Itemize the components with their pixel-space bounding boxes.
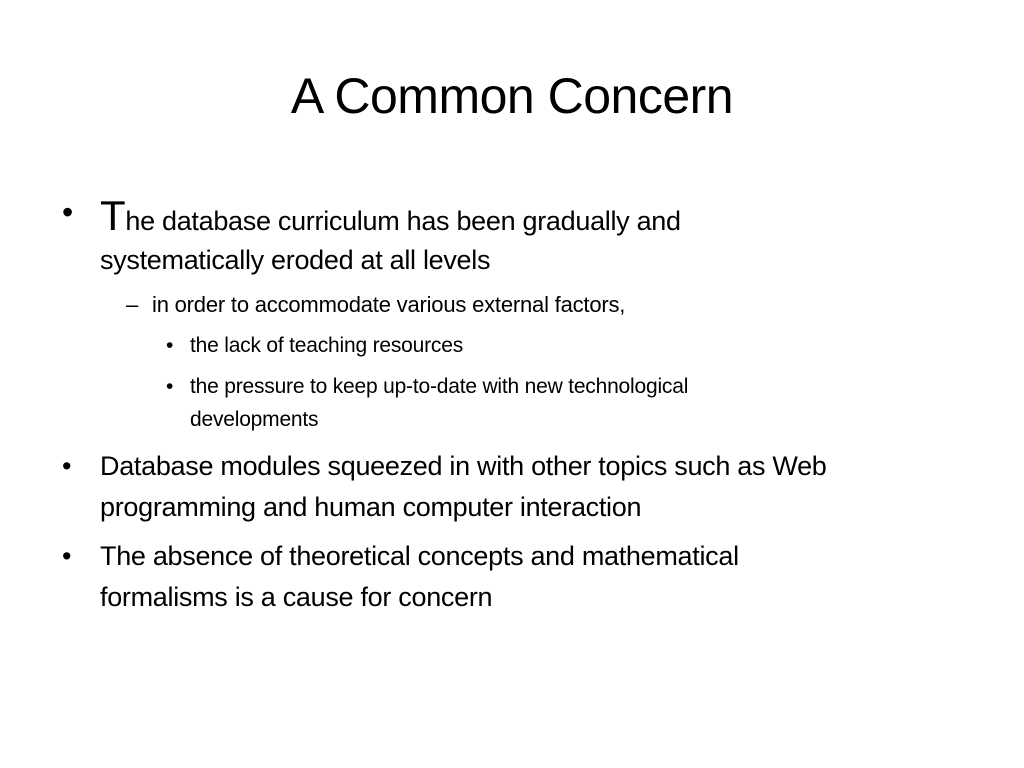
sub-sub-bullet-2-line-1: the pressure to keep up-to-date with new technological <box>190 375 689 398</box>
sub-sub-bullet-marker: • <box>166 334 174 357</box>
bullet-marker: • <box>62 451 72 481</box>
bullet-3-line-2: formalisms is a cause for concern <box>100 582 493 612</box>
slide-title: A Common Concern <box>290 68 734 124</box>
sub-bullet-marker: – <box>126 292 139 317</box>
sub-sub-bullet-1: the lack of teaching resources <box>190 334 463 357</box>
bullet-1-dropcap: T <box>100 192 126 239</box>
bullet-2-line-1: Database modules squeezed in with other topics such as Web <box>100 451 827 481</box>
bullet-2-line-2: programming and human computer interaction <box>100 492 642 522</box>
bullet-1-line-1 <box>100 192 980 241</box>
sub-sub-bullet-2-line-2: developments <box>190 408 319 431</box>
bullet-1-text: he database curriculum has been gradually and <box>125 206 681 236</box>
sub-sub-bullet-marker: • <box>166 375 174 398</box>
bullet-marker: • <box>62 194 73 230</box>
sub-bullet-1: in order to accommodate various external factors, <box>152 292 626 317</box>
bullet-1-line-2: systematically eroded at all levels <box>100 245 491 275</box>
bullet-3-line-1: The absence of theoretical concepts and mathematical <box>100 541 739 571</box>
bullet-marker: • <box>62 541 72 571</box>
